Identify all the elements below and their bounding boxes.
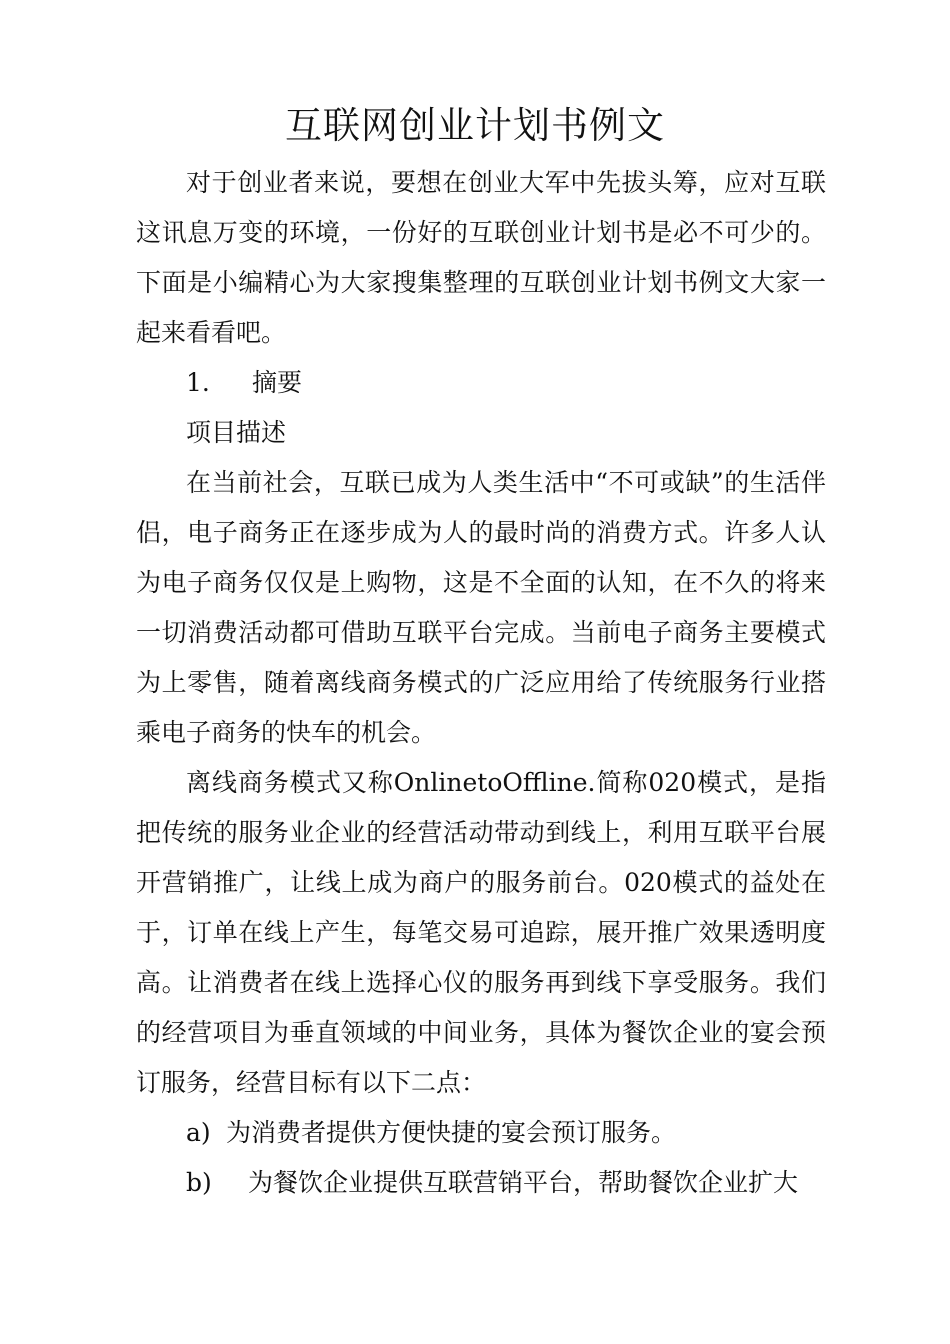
section-number: 1. xyxy=(186,368,210,397)
intro-paragraph: 对于创业者来说，要想在创业大军中先拔头筹，应对互联这讯息万变的环境，一份好的互联创业计划书是必不可少的。下面是小编精心为大家搜集整理的互联创业计划书例文大家一起来看看吧。 xyxy=(136,168,826,347)
goal-item-b xyxy=(136,1158,826,1208)
goal-marker-b: b) xyxy=(186,1168,212,1197)
body-paragraph-2: 离线商务模式又称OnlinetoOffline.简称020模式，是指把传统的服务业企业的经营活动带动到线上，利用互联平台展开营销推广，让线上成为商户的服务前台。020模式的益处在于，订单在线上产生，每笔交易可追踪，展开推广效果透明度高。让消费者在线上选择心仪的服务再到线下享受服务。我们的经营项目为垂直领域的中间业务，具体为餐饮企业的宴会预订服务，经营目标有以下二点： xyxy=(136,768,826,1097)
section-heading xyxy=(136,358,826,408)
body-paragraph-1: 在当前社会，互联已成为人类生活中“不可或缺”的生活伴侣，电子商务正在逐步成为人的最时尚的消费方式。许多人认为电子商务仅仅是上购物，这是不全面的认知，在不久的将来一切消费活动都可借助互联平台完成。当前电子商务主要模式为上零售，随着离线商务模式的广泛应用给了传统服务行业搭乘电子商务的快车的机会。 xyxy=(136,468,826,747)
section-title: 摘要 xyxy=(252,368,303,397)
document-body xyxy=(136,158,826,1208)
goal-text-b: 为餐饮企业提供互联营销平台，帮助餐饮企业扩大 xyxy=(248,1168,799,1197)
subheading: 项目描述 xyxy=(186,418,287,447)
goal-marker-a: a) xyxy=(186,1118,211,1147)
goal-text-a: 为消费者提供方便快捷的宴会预订服务。 xyxy=(226,1118,677,1147)
goal-item-a xyxy=(136,1108,826,1158)
document-title: 互联网创业计划书例文 xyxy=(285,104,665,147)
